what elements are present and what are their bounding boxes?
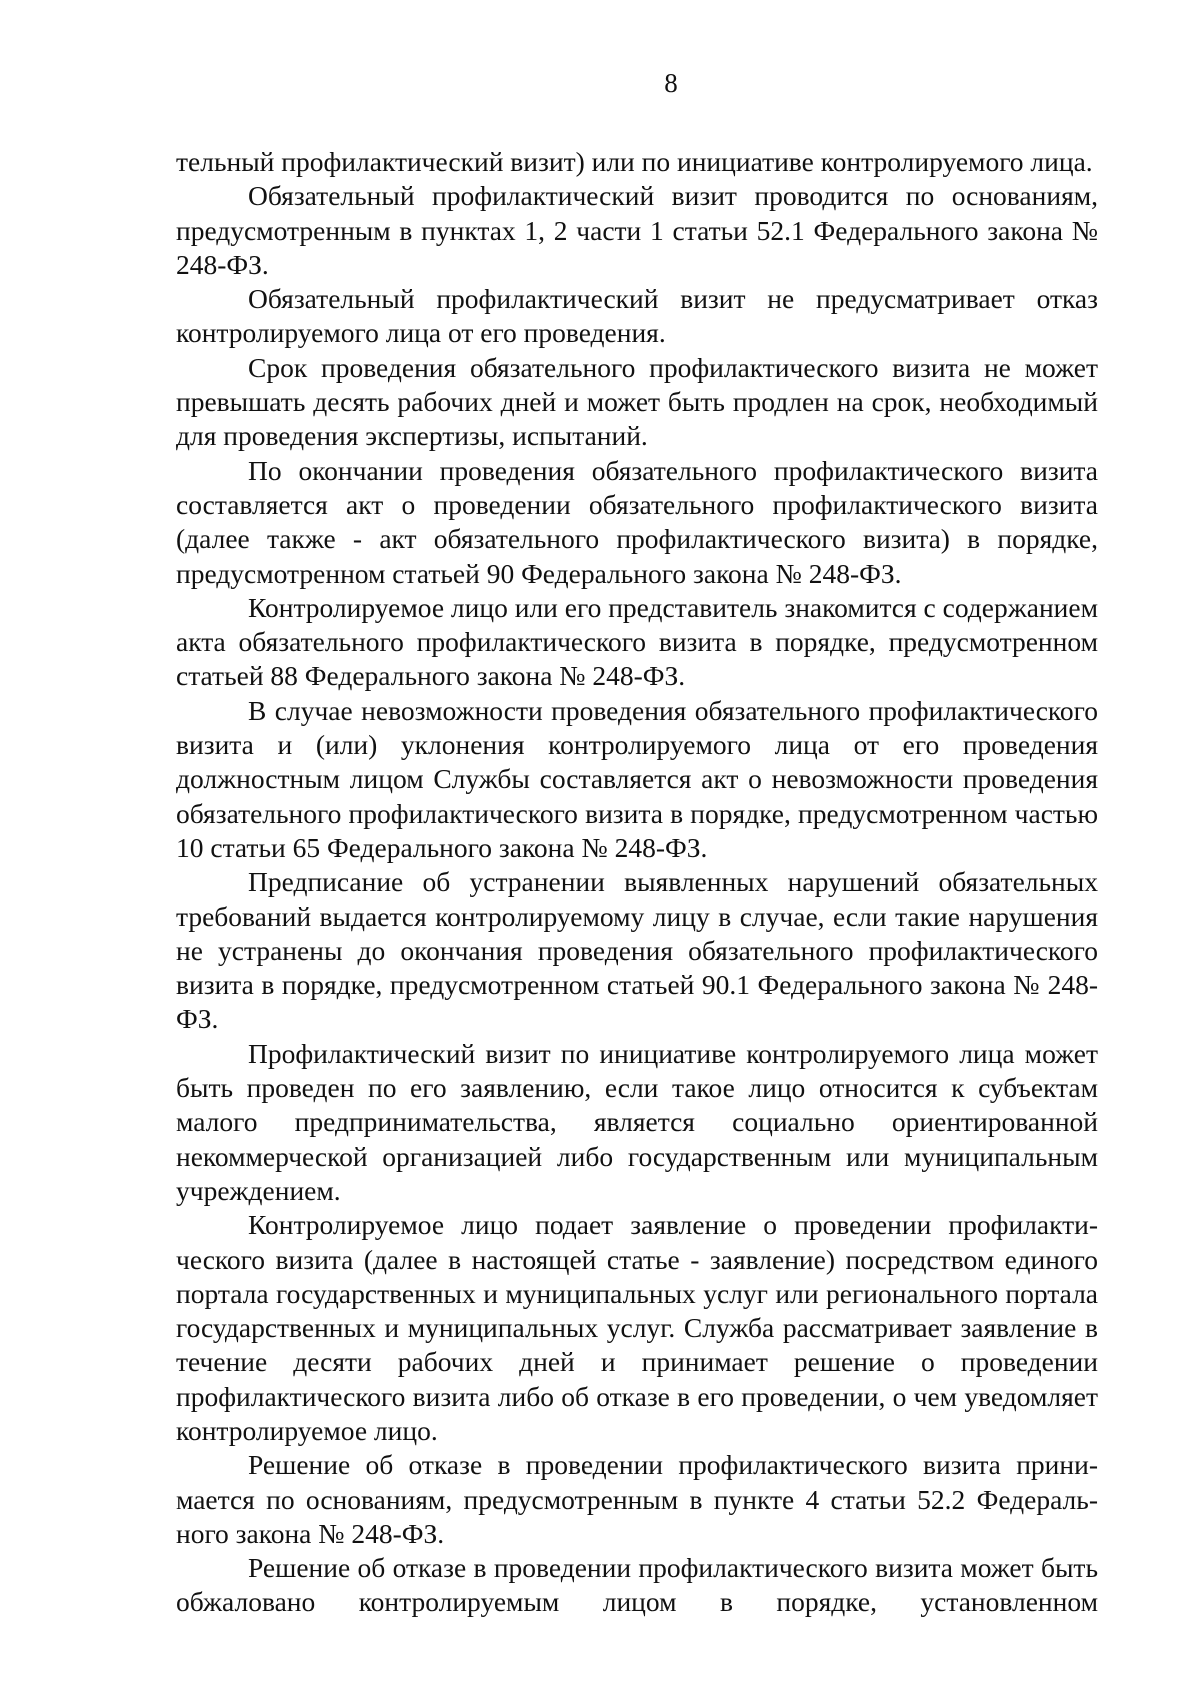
paragraph: Профилактический визит по инициативе контролируемого лица может быть проведен по его заявлению, если такое лицо относится к субъектам малого предпринимательства, является социально ориентированной некоммерческой организацией либо государственным или муниципальным учреждением. [176, 1037, 1098, 1206]
paragraph: Контролируемое лицо или его представитель знакомится с содержанием акта обязательного профилактического визита в порядке, предусмотренном статьей 88 Федерального закона № 248-ФЗ. [176, 591, 1098, 692]
paragraph: Решение об отказе в проведении профилактического визита принимается по основаниям, предусмотренным в пункте 4 статьи 52.2 Федерального закона № 248-ФЗ. [176, 1449, 1098, 1549]
paragraph: Обязательный профилактический визит не предусматривает отказ контролируемого лица от его проведения. [176, 283, 1098, 349]
paragraph: Контролируемое лицо подает заявление о проведении профилактического визита (далее в настоящей статье - заявление) посредством единого портала государственных и муниципальных услуг или регионального портала государственных и муниципальных услуг. Служба рассматривает заявление в течение десяти рабочих дней и принимает решение о проведении профилактического визита либо об отказе в его проведении, о чем уведомляет контролируемое лицо. [176, 1209, 1098, 1446]
page-number: 8 [664, 68, 678, 98]
paragraph: Обязательный профилактический визит проводится по основаниям, предусмотренным в пунктах 1, 2 части 1 статьи 52.1 Федерального закона № 248-ФЗ. [176, 180, 1098, 280]
paragraph-last: Решение об отказе в проведении профилактического визита может быть обжаловано контролируемым лицом в порядке, установленном [176, 1552, 1098, 1618]
document-body [176, 145, 1098, 1620]
paragraph: Срок проведения обязательного профилактического визита не может превышать десять рабочих дней и может быть продлен на срок, необходимый для проведения экспертизы, испытаний. [176, 351, 1098, 452]
paragraph-continuation: тельный профилактический визит) или по инициативе контролируемого лица. [176, 146, 1093, 177]
paragraph: Предписание об устранении выявленных нарушений обязательных требований выдается контролируемому лицу в случае, если такие нарушения не устранены до окончания проведения обязательного профилактического визита в порядке, предусмотренном статьей 90.1 Федерального закона № 248-ФЗ. [176, 866, 1098, 1035]
paragraph: По окончании проведения обязательного профилактического визита составляется акт о проведении обязательного профилактического визита (далее также - акт обязательного профилактического визита) в порядке, предусмотренном статьей 90 Федерального закона № 248-ФЗ. [176, 454, 1098, 589]
paragraph: В случае невозможности проведения обязательного профилактического визита и (или) уклонения контролируемого лица от его проведения должностным лицом Службы составляется акт о невозможности проведения обязательного профилактического визита в порядке, предусмотренном частью 10 статьи 65 Федерального закона № 248-ФЗ. [176, 694, 1098, 863]
